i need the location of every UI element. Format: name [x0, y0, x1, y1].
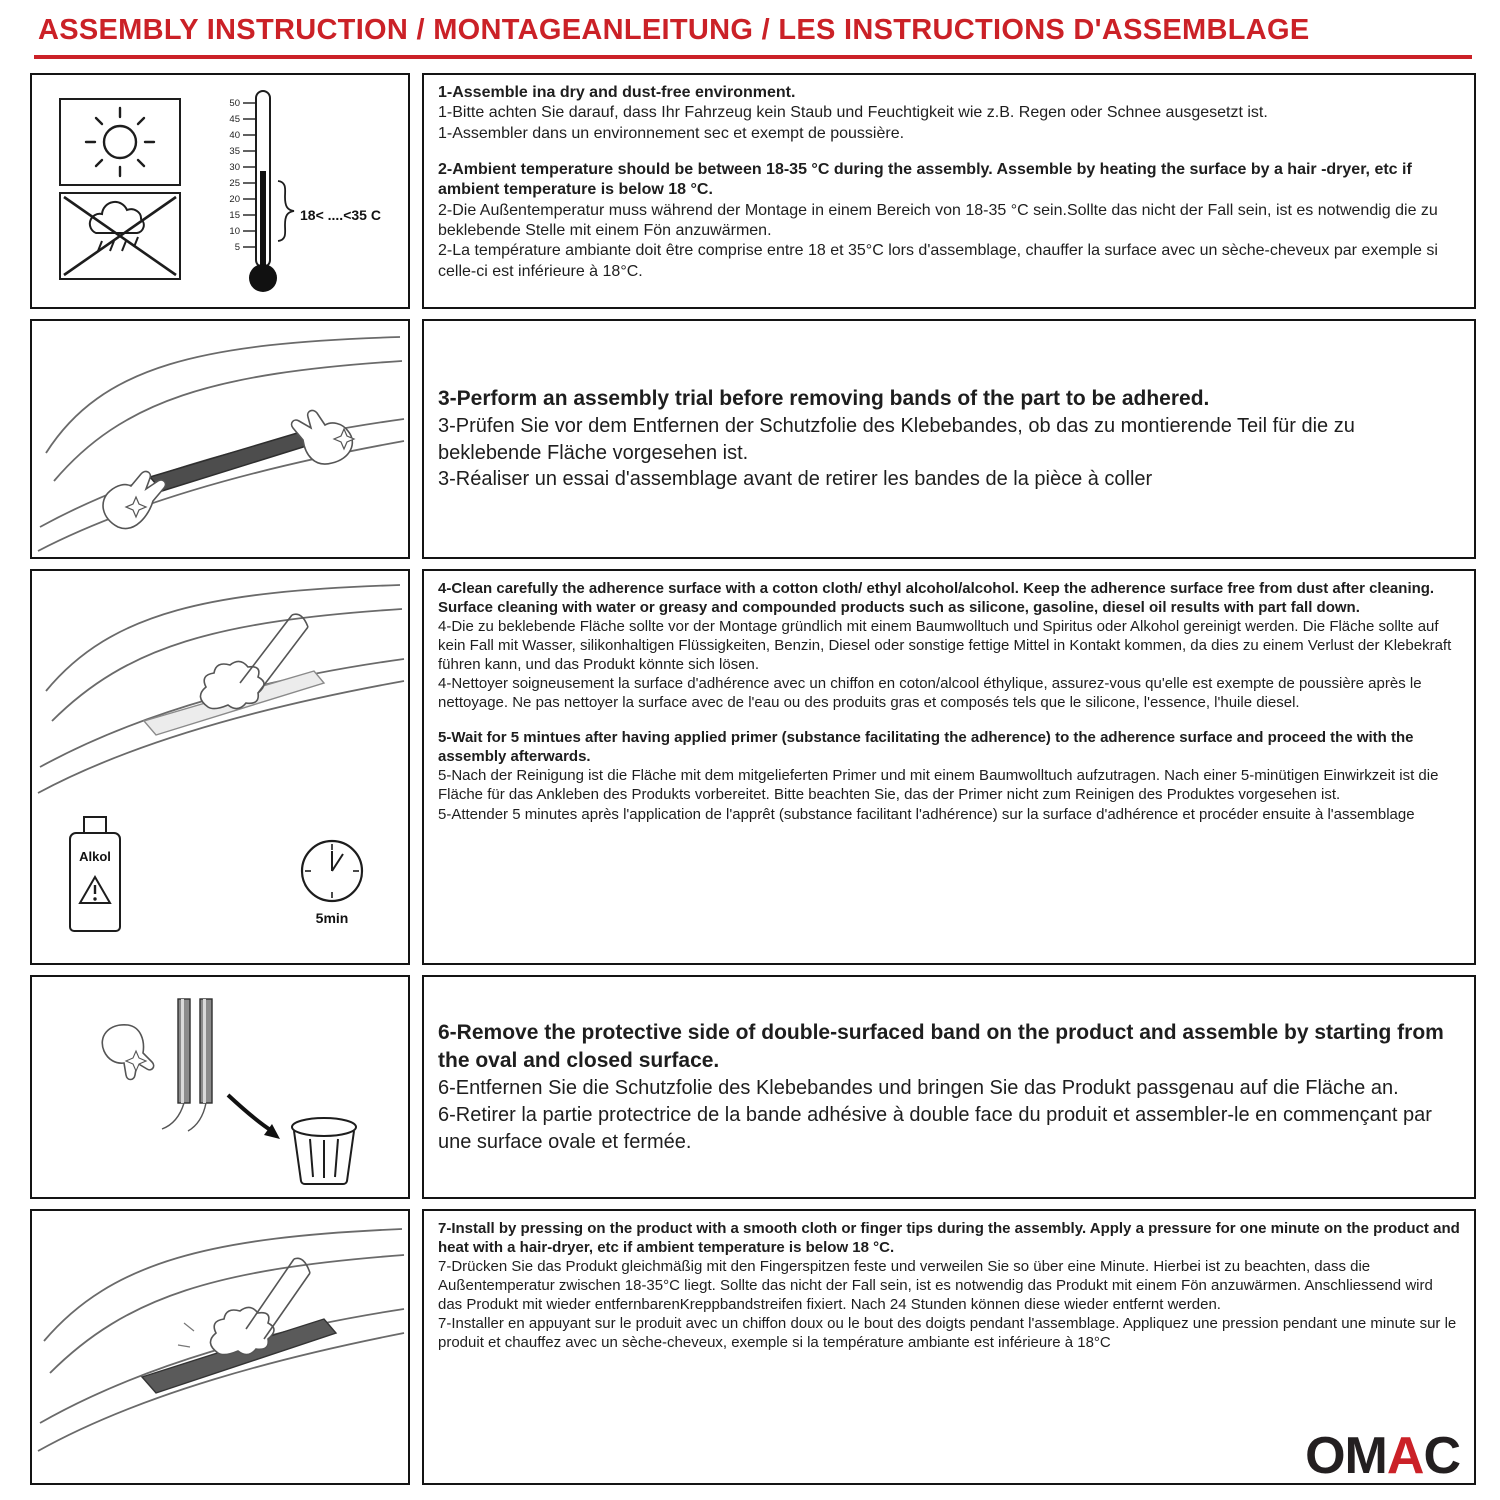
- step4-fr: 4-Nettoyer soigneusement la surface d'adhérence avec un chiffon en coton/alcool éthylique, assurez-vous qu'elle est exempte de poussière après le nettoyage. Ne pas nettoyer la surface avec de l'eau ou des produits gras et composés tels que le silicone, l'essence, l'huile diesel.: [438, 675, 1422, 712]
- logo-a: A: [1386, 1427, 1424, 1485]
- text-box-step-6: [422, 975, 1476, 1199]
- press-illustration: [32, 1211, 408, 1483]
- temp-range-label: 18< ....<35 C: [300, 207, 381, 223]
- illustration-box-press: [30, 1209, 410, 1485]
- step4-en: 4-Clean carefully the adherence surface with a cotton cloth/ ethyl alcohol/alcohol. Keep the adherence surface free from dust after cleaning. Surface cleaning with water or greasy and compounded products such as silicone, gasoline, diesel oil results with part fall down.: [438, 580, 1435, 617]
- tick-label: 45: [229, 114, 240, 125]
- header: [30, 14, 1476, 59]
- page-title: ASSEMBLY INSTRUCTION / MONTAGEANLEITUNG / LES INSTRUCTIONS D'ASSEMBLAGE: [38, 14, 1310, 46]
- adhesive-strips: [162, 999, 212, 1131]
- step6-fr: 6-Retirer la partie protectrice de la bande adhésive à double face du produit et assembler-le en commençant par une surface ovale et fermée.: [438, 1103, 1432, 1153]
- step5-en: 5-Wait for 5 mintues after having applied primer (substance facilitating the adherence) to the adherence surface and proceed the with the assembly afterwards.: [438, 729, 1414, 766]
- section-environment: [30, 73, 1476, 309]
- illustration-box-climate: [30, 73, 410, 309]
- bottle-label: Alkol: [79, 849, 111, 864]
- step1-en: 1-Assemble ina dry and dust-free environment.: [438, 84, 796, 101]
- tick-label: 10: [229, 226, 240, 237]
- illustration-box-trial: [30, 319, 410, 559]
- cleaning-cloth-icon: [200, 661, 264, 708]
- section-press: [30, 1209, 1476, 1485]
- step7-fr: 7-Installer en appuyant sur le produit avec un chiffon doux ou le bout des doigts pendant l'assemblage. Appliquez une pression pendant une minute sur le produit et chauffez avec un sèche-cheveux, exemple si la température ambiante est inférieure à 18°C: [438, 1315, 1457, 1352]
- assembly-trial-illustration: [32, 321, 408, 557]
- step3-fr: 3-Réaliser un essai d'assemblage avant de retirer les bandes de la pièce à coller: [438, 468, 1153, 491]
- step7-en: 7-Install by pressing on the product with a smooth cloth or finger tips during the assembly. Apply a pressure for one minute on the product and heat with a hair-dryer, etc if ambient temperature is below 18 °C.: [438, 1220, 1460, 1257]
- step1-fr: 1-Assembler dans un environnement sec et exempt de poussière.: [438, 124, 905, 142]
- cleaning-illustration: [32, 571, 408, 963]
- arrow-icon: [228, 1095, 280, 1139]
- section-cleaning: [30, 569, 1476, 965]
- tick-label: 5: [234, 242, 240, 253]
- tick-label: 15: [229, 210, 240, 221]
- illustration-box-remove-band: [30, 975, 410, 1199]
- tick-label: 40: [229, 130, 240, 141]
- text-box-steps-1-2: [422, 73, 1476, 309]
- remove-band-illustration: [32, 977, 408, 1197]
- tick-label: 20: [229, 194, 240, 205]
- hand-icon: [102, 1025, 153, 1080]
- sill-trim-strip: [150, 431, 316, 491]
- sun-icon: [86, 108, 154, 176]
- step6-en: 6-Remove the protective side of double-surfaced band on the product and assemble by starting from the oval and closed surface.: [438, 1020, 1444, 1072]
- no-rain-icon: [64, 197, 176, 275]
- step7-de: 7-Drücken Sie das Produkt gleichmäßig mit den Fingerspitzen feste und verweilen Sie so über eine Minute. Hierbei ist zu beachten, dass die Außentemperatur zwischen 18-35°C liegt. Sollte das nicht der Fall sein, ist es notwendig das Produkt mit einem Fön anzuwärmen. Anschliessend wird das Produkt mit wieder entfernbarenKreppbandstreifen fixiert. Nach 24 Stunden können diese wieder entfernt werden.: [438, 1258, 1433, 1314]
- step2-de: 2-Die Außentemperatur muss während der Montage in einem Bereich von 18-35 °C sein.Sollte das nicht der Fall sein, ist es notwendig die zu beklebende Stelle mit einem Fön anzuwärmen.: [438, 201, 1438, 239]
- omac-logo: [1305, 1427, 1460, 1485]
- step2-fr: 2-La température ambiante doit être comprise entre 18 et 35°C lors d'assemblage, chauffer la surface avec un sèche-cheveux par exemple si celle-ci est inférieure à 18°C.: [438, 242, 1438, 280]
- tick-label: 25: [229, 178, 240, 189]
- thermometer-icon: [229, 91, 277, 292]
- text-box-step-3: [422, 319, 1476, 559]
- step3-de: 3-Prüfen Sie vor dem Entfernen der Schutzfolie des Klebebandes, ob das zu montierende Teil für die zu beklebende Fläche vorgesehen ist.: [438, 414, 1355, 464]
- clock-icon: [302, 841, 362, 926]
- title-divider: [34, 55, 1472, 59]
- climate-illustration: [32, 75, 408, 307]
- step5-de: 5-Nach der Reinigung ist die Fläche mit dem mitgelieferten Primer und mit einem Baumwolltuch aufzutragen. Nach einer 5-minütigen Einwirkzeit ist die Fläche für das Ankleben des Produkts vorbereitet. Bitte beachten Sie, das der Primer nicht zum Reinigen des Produktes vorgesehen ist.: [438, 767, 1439, 804]
- tick-label: 35: [229, 146, 240, 157]
- step3-en: 3-Perform an assembly trial before removing bands of the part to be adhered.: [438, 386, 1210, 410]
- tick-label: 50: [229, 98, 240, 109]
- illustration-box-cleaning: [30, 569, 410, 965]
- alcohol-bottle-icon: [70, 817, 120, 931]
- clock-label: 5min: [315, 910, 349, 926]
- press-marks: [178, 1323, 194, 1347]
- text-box-steps-4-5: [422, 569, 1476, 965]
- step1-de: 1-Bitte achten Sie darauf, dass Ihr Fahrzeug kein Staub und Feuchtigkeit wie z.B. Regen oder Schnee ausgesetzt ist.: [438, 104, 1268, 122]
- section-remove-band: [30, 975, 1476, 1199]
- step6-de: 6-Entfernen Sie die Schutzfolie des Klebebandes und bringen Sie das Produkt passgenau auf die Fläche an.: [438, 1076, 1399, 1099]
- trash-can-icon: [292, 1118, 356, 1184]
- step4-de: 4-Die zu beklebende Fläche sollte vor der Montage gründlich mit einem Baumwolltuch und Spiritus oder Alkohol gereinigt werden. Die Fläche sollte auf kein Fall mit Wasser, silikonhaltigen Flüssigkeiten, Benzin, Diesel oder sonstige fettige Mittel in Kontakt kommen, da dies zu einem Verlust der Klebekraft führen kann, und das Produkt könnte sich lösen.: [438, 618, 1452, 674]
- range-brace: [278, 181, 294, 241]
- logo-c: C: [1423, 1427, 1460, 1485]
- logo-om: OM: [1305, 1427, 1387, 1485]
- step2-en: 2-Ambient temperature should be between 18-35 °C during the assembly. Assemble by heating the surface by a hair -dryer, etc if ambient temperature is below 18 °C.: [438, 160, 1412, 199]
- section-assembly-trial: [30, 319, 1476, 559]
- tick-label: 30: [229, 162, 240, 173]
- pressing-cloth-icon: [210, 1307, 274, 1354]
- step5-fr: 5-Attender 5 minutes après l'application de l'apprêt (substance facilitant l'adhérence) sur la surface d'adhérence et procéder ensuite à l'assemblage: [438, 805, 1415, 823]
